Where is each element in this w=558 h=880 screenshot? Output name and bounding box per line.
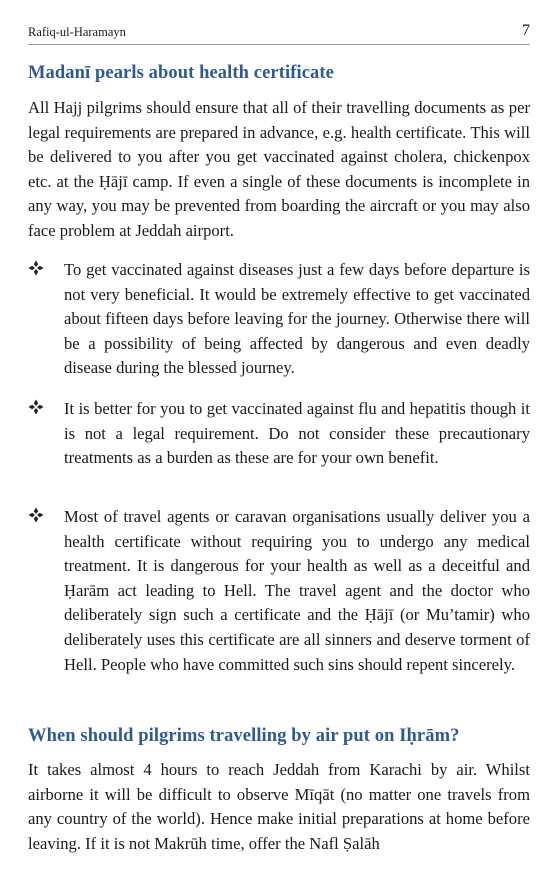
running-head: Rafiq-ul-Haramayn [28, 25, 126, 39]
ihram-paragraph: It takes almost 4 hours to reach Jeddah from Karachi by air. Whilst airborne it will be difficult to observe Mīqāt (no matter one travels from any country of the world). Hence make initial preparations at home before leaving. If it is not Makrūh time, offer the Nafl Ṣalāh [28, 760, 530, 853]
four-diamond-ornament-icon [28, 399, 44, 415]
header-rule [28, 44, 530, 45]
section-heading-health-certificate: Madanī pearls about health certificate [28, 63, 334, 83]
four-diamond-ornament-icon [28, 260, 44, 276]
bullet-text: To get vaccinated against diseases just a few days before departure is not very beneficial. It would be extremely effective to get vaccinated about fifteen days before leaving for the journey. Otherwise there will be a possibility of being affected by dangerous and even deadly disease during the blessed journey. [64, 260, 530, 378]
page-header [28, 22, 530, 44]
bullet-text: Most of travel agents or caravan organisations usually deliver you a health certificate without requiring you to undergo any medical treatment. It is dangerous for your health as well as a deceitful and Ḥarām act leading to Hell. The travel agent and the doctor who deliberately sign such a certificate and the Ḥājī (or Mu’tamir) who deliberately uses this certificate are all sinners and deserve torment of Hell. People who have committed such sins should repent sincerely. [64, 507, 530, 674]
intro-paragraph: All Hajj pilgrims should ensure that all of their travelling documents as per legal requirements are prepared in advance, e.g. health certificate. This will be delivered to you after you get vaccinated against cholera, chickenpox etc. at the Ḥājī camp. If even a single of these documents is incomplete in any way, you may be prevented from boarding the aircraft or you may also face problem at Jeddah airport. [28, 98, 530, 240]
section-heading-ihram: When should pilgrims travelling by air put on Iḥrām? [28, 726, 460, 746]
four-diamond-ornament-icon [28, 507, 44, 523]
page-number: 7 [522, 22, 530, 39]
bullet-text: It is better for you to get vaccinated against flu and hepatitis though it is not a legal requirement. Do not consider these precautionary treatments as a burden as these are for your own benefit. [64, 399, 530, 468]
